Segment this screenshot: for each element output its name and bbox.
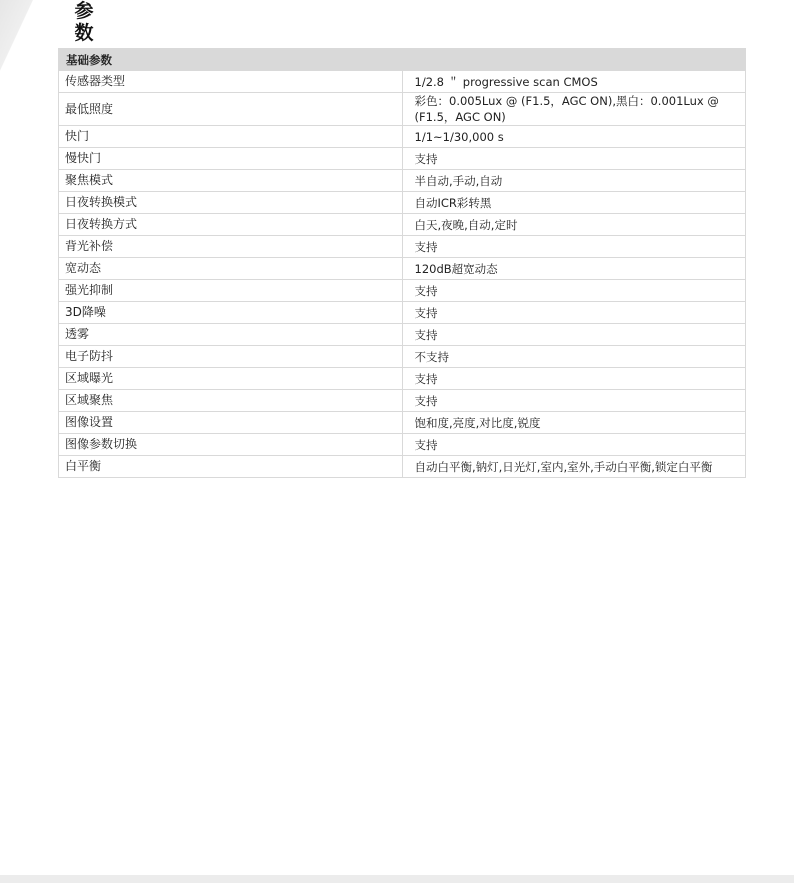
- param-name: 3D降噪: [59, 302, 403, 324]
- param-name: 区域聚焦: [59, 390, 403, 412]
- table-row: [59, 71, 746, 93]
- param-name: 透雾: [59, 324, 403, 346]
- table-row: [59, 126, 746, 148]
- param-name: 日夜转换模式: [59, 192, 403, 214]
- table-row: [59, 390, 746, 412]
- param-name: 聚焦模式: [59, 170, 403, 192]
- param-value: 自动ICR彩转黑: [402, 192, 746, 214]
- table-row: [59, 236, 746, 258]
- table-row: [59, 346, 746, 368]
- param-value: 1/1~1/30,000 s: [402, 126, 746, 148]
- param-name: 强光抑制: [59, 280, 403, 302]
- table-row: [59, 368, 746, 390]
- param-value: 支持: [402, 434, 746, 456]
- param-value: 饱和度,亮度,对比度,锐度: [402, 412, 746, 434]
- table-row: [59, 148, 746, 170]
- param-name: 白平衡: [59, 456, 403, 478]
- param-value: 支持: [402, 368, 746, 390]
- table-row: [59, 302, 746, 324]
- param-value: 白天,夜晚,自动,定时: [402, 214, 746, 236]
- param-name: 日夜转换方式: [59, 214, 403, 236]
- param-name: 图像参数切换: [59, 434, 403, 456]
- param-name: 最低照度: [59, 93, 403, 126]
- param-value: 120dB超宽动态: [402, 258, 746, 280]
- param-name: 背光补偿: [59, 236, 403, 258]
- table-row: [59, 214, 746, 236]
- page-corner-decoration: [0, 0, 44, 80]
- param-name: 图像设置: [59, 412, 403, 434]
- param-value: 支持: [402, 390, 746, 412]
- page-title: 参数: [74, 0, 94, 44]
- param-value: 不支持: [402, 346, 746, 368]
- param-value: 半自动,手动,自动: [402, 170, 746, 192]
- param-name: 传感器类型: [59, 71, 403, 93]
- param-value: 支持: [402, 280, 746, 302]
- param-name: 宽动态: [59, 258, 403, 280]
- table-row: [59, 456, 746, 478]
- table-row: [59, 434, 746, 456]
- param-name: 慢快门: [59, 148, 403, 170]
- param-name: 区域曝光: [59, 368, 403, 390]
- table-row: [59, 93, 746, 126]
- page-bottom-edge: [0, 875, 794, 883]
- table-row: [59, 324, 746, 346]
- param-value: 支持: [402, 148, 746, 170]
- table-row: [59, 170, 746, 192]
- section-header-row: [59, 49, 746, 71]
- param-value: 1/2.8 ＂ progressive scan CMOS: [402, 71, 746, 93]
- param-name: 快门: [59, 126, 403, 148]
- param-value: 自动白平衡,钠灯,日光灯,室内,室外,手动白平衡,锁定白平衡: [402, 456, 746, 478]
- param-name: 电子防抖: [59, 346, 403, 368]
- param-value: 支持: [402, 236, 746, 258]
- table-row: [59, 258, 746, 280]
- param-value: 支持: [402, 302, 746, 324]
- spec-table: [58, 48, 746, 478]
- param-value: 彩色：0.005Lux @ (F1.5，AGC ON),黑白：0.001Lux @ (F1.5，AGC ON): [402, 93, 746, 126]
- table-row: [59, 412, 746, 434]
- param-value: 支持: [402, 324, 746, 346]
- section-header: 基础参数: [59, 49, 746, 71]
- table-row: [59, 280, 746, 302]
- table-row: [59, 192, 746, 214]
